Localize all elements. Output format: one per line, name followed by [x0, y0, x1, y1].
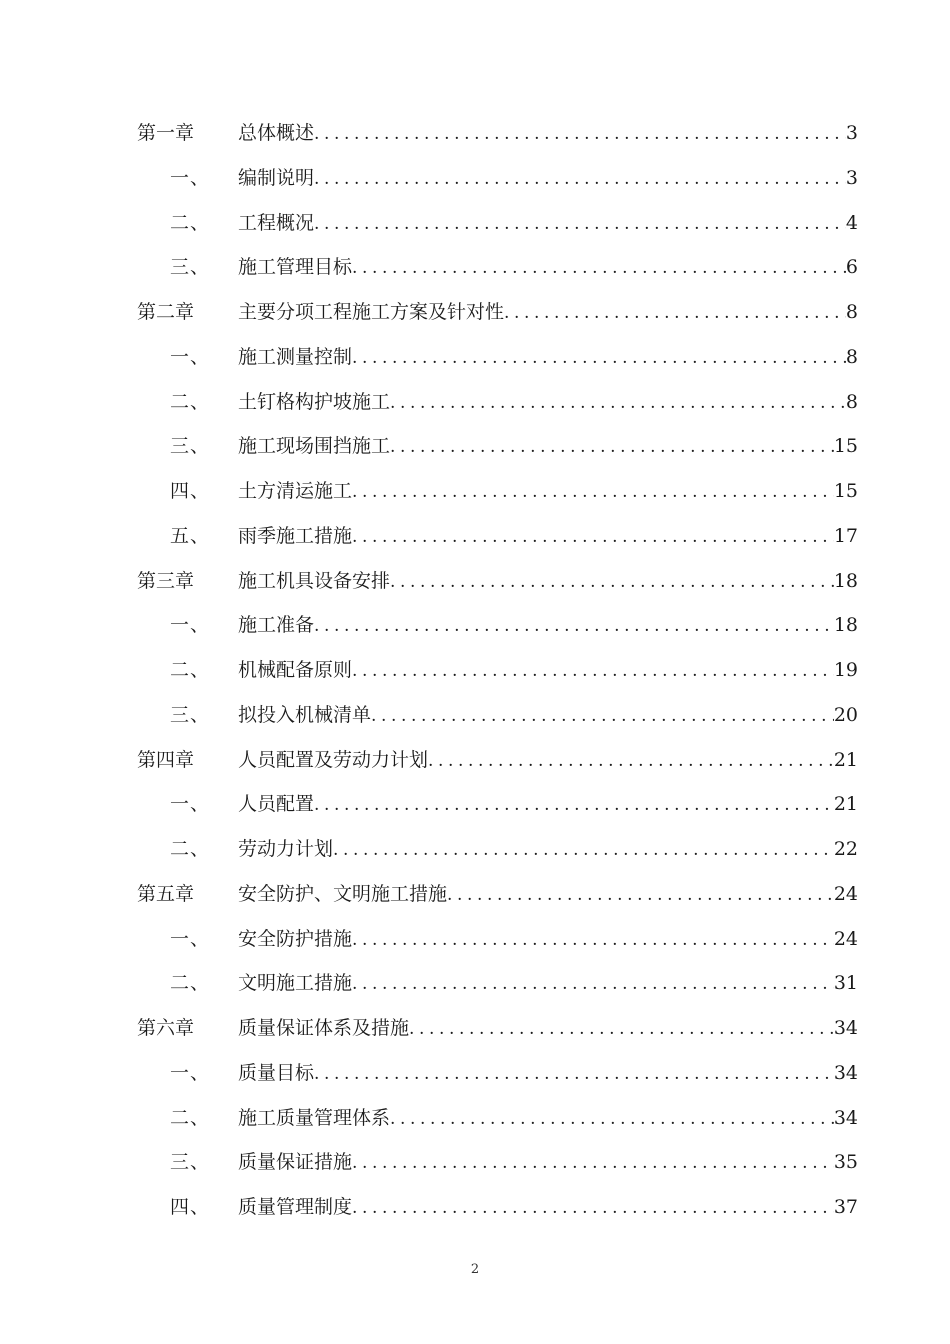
page-number: 2	[470, 1262, 480, 1277]
toc-entry-number: 一、	[170, 927, 211, 950]
toc-entry-number: 三、	[170, 435, 211, 458]
toc-section-entry[interactable]	[0, 961, 950, 1006]
toc-dot-leader	[428, 739, 834, 783]
toc-entry-number: 一、	[170, 345, 211, 368]
toc-entry-title: 质量保证措施	[238, 1151, 353, 1174]
toc-entry-page: 4	[845, 211, 858, 234]
toc-entry-number: 第一章	[137, 122, 195, 144]
toc-dot-leader	[314, 202, 846, 246]
toc-entry-line	[238, 559, 858, 604]
toc-entry-page: 22	[833, 838, 858, 860]
toc-entry-line	[238, 469, 858, 514]
toc-entry-title: 施工现场围挡施工	[238, 435, 391, 458]
toc-section-entry[interactable]	[0, 1140, 950, 1185]
toc-entry-title: 主要分项工程施工方案及针对性	[238, 301, 505, 323]
toc-entry-page: 34	[833, 1017, 858, 1039]
toc-entry-number: 一、	[170, 793, 211, 816]
toc-section-entry[interactable]	[0, 782, 950, 827]
toc-entry-page: 3	[845, 166, 858, 189]
toc-entry-number: 第五章	[137, 882, 195, 905]
toc-section-entry[interactable]	[0, 603, 950, 648]
toc-entry-line	[238, 827, 858, 872]
toc-section-entry[interactable]	[0, 1051, 950, 1096]
toc-entry-line	[238, 290, 858, 335]
toc-entry-page: 3	[845, 122, 858, 144]
toc-entry-number: 三、	[170, 256, 211, 279]
toc-dot-leader	[314, 604, 834, 648]
toc-section-entry[interactable]	[0, 1096, 950, 1141]
toc-dot-leader	[314, 112, 846, 156]
toc-section-entry[interactable]	[0, 648, 950, 693]
toc-entry-number: 二、	[170, 659, 211, 681]
toc-entry-page: 34	[833, 1106, 858, 1129]
toc-entry-title: 雨季施工措施	[238, 524, 353, 547]
toc-section-entry[interactable]	[0, 245, 950, 290]
toc-chapter-entry[interactable]	[0, 738, 950, 783]
toc-entry-page: 34	[833, 1061, 858, 1084]
toc-dot-leader	[314, 783, 834, 827]
toc-entry-number: 四、	[170, 480, 211, 502]
table-of-contents	[0, 111, 950, 1230]
toc-dot-leader	[352, 336, 846, 380]
toc-dot-leader	[314, 157, 846, 201]
toc-dot-leader	[409, 1007, 834, 1051]
toc-chapter-entry[interactable]	[0, 1006, 950, 1051]
toc-entry-title: 安全防护、文明施工措施	[238, 882, 448, 905]
toc-entry-title: 施工质量管理体系	[238, 1106, 391, 1129]
toc-section-entry[interactable]	[0, 469, 950, 514]
toc-entry-title: 安全防护措施	[238, 927, 353, 950]
toc-entry-title: 土方清运施工	[238, 480, 353, 502]
toc-dot-leader	[390, 381, 846, 425]
toc-entry-line	[238, 514, 858, 559]
toc-entry-title: 人员配置	[238, 793, 315, 816]
toc-entry-page: 15	[833, 480, 858, 502]
toc-section-entry[interactable]	[0, 917, 950, 962]
toc-entry-page: 15	[833, 435, 858, 458]
toc-entry-title: 劳动力计划	[238, 838, 334, 860]
toc-dot-leader	[447, 873, 834, 917]
toc-dot-leader	[371, 694, 834, 738]
toc-entry-number: 三、	[170, 1151, 211, 1174]
toc-entry-number: 第三章	[137, 569, 195, 592]
toc-chapter-entry[interactable]	[0, 559, 950, 604]
toc-entry-title: 机械配备原则	[238, 659, 353, 681]
toc-entry-number: 二、	[170, 390, 211, 413]
toc-entry-title: 文明施工措施	[238, 972, 353, 995]
toc-entry-title: 施工机具设备安排	[238, 569, 391, 592]
toc-entry-line	[238, 156, 858, 201]
toc-dot-leader	[390, 425, 834, 469]
toc-section-entry[interactable]	[0, 156, 950, 201]
toc-entry-line	[238, 1051, 858, 1096]
toc-entry-number: 四、	[170, 1196, 211, 1218]
toc-entry-title: 质量目标	[238, 1061, 315, 1084]
toc-section-entry[interactable]	[0, 827, 950, 872]
toc-chapter-entry[interactable]	[0, 290, 950, 335]
toc-entry-line	[238, 201, 858, 246]
toc-entry-page: 8	[845, 390, 858, 413]
toc-entry-page: 18	[833, 569, 858, 592]
toc-section-entry[interactable]	[0, 424, 950, 469]
toc-dot-leader	[333, 828, 834, 872]
toc-entry-line	[238, 693, 858, 738]
toc-entry-number: 二、	[170, 1106, 211, 1129]
toc-entry-title: 质量保证体系及措施	[238, 1017, 410, 1039]
toc-entry-page: 24	[833, 882, 858, 905]
toc-entry-page: 21	[833, 793, 858, 816]
toc-entry-title: 拟投入机械清单	[238, 703, 372, 726]
toc-dot-leader	[352, 918, 834, 962]
toc-entry-page: 18	[833, 614, 858, 637]
toc-section-entry[interactable]	[0, 1185, 950, 1230]
toc-entry-number: 第四章	[137, 748, 195, 771]
toc-entry-page: 37	[833, 1196, 858, 1218]
toc-section-entry[interactable]	[0, 335, 950, 380]
toc-entry-number: 三、	[170, 703, 211, 726]
toc-entry-line	[238, 380, 858, 425]
toc-entry-page: 35	[833, 1151, 858, 1174]
toc-entry-line	[238, 424, 858, 469]
toc-dot-leader	[504, 291, 846, 335]
toc-entry-title: 质量管理制度	[238, 1196, 353, 1218]
toc-entry-title: 工程概况	[238, 211, 315, 234]
toc-entry-number: 一、	[170, 1061, 211, 1084]
toc-entry-line	[238, 648, 858, 693]
toc-dot-leader	[352, 1186, 834, 1230]
toc-entry-line	[238, 1185, 858, 1230]
toc-entry-number: 第二章	[137, 301, 195, 323]
toc-entry-title: 编制说明	[238, 166, 315, 189]
toc-dot-leader	[352, 649, 834, 693]
toc-dot-leader	[352, 1141, 834, 1185]
toc-entry-number: 一、	[170, 614, 211, 637]
toc-entry-line	[238, 335, 858, 380]
toc-entry-page: 8	[845, 301, 858, 323]
toc-entry-title: 土钉格构护坡施工	[238, 390, 391, 413]
toc-chapter-entry[interactable]	[0, 111, 950, 156]
toc-entry-line	[238, 603, 858, 648]
toc-entry-page: 31	[833, 972, 858, 995]
toc-entry-number: 二、	[170, 838, 211, 860]
toc-entry-line	[238, 245, 858, 290]
toc-entry-line	[238, 1096, 858, 1141]
toc-entry-page: 20	[833, 703, 858, 726]
toc-entry-title: 施工测量控制	[238, 345, 353, 368]
toc-entry-line	[238, 872, 858, 917]
toc-entry-line	[238, 782, 858, 827]
toc-entry-number: 二、	[170, 211, 211, 234]
toc-entry-page: 8	[845, 345, 858, 368]
toc-entry-line	[238, 1006, 858, 1051]
toc-entry-line	[238, 111, 858, 156]
toc-dot-leader	[352, 246, 846, 290]
toc-entry-title: 施工管理目标	[238, 256, 353, 279]
toc-entry-title: 人员配置及劳动力计划	[238, 748, 429, 771]
toc-entry-page: 19	[833, 659, 858, 681]
toc-dot-leader	[390, 1097, 834, 1141]
toc-entry-page: 21	[833, 748, 858, 771]
toc-entry-page: 17	[833, 524, 858, 547]
toc-entry-line	[238, 738, 858, 783]
toc-entry-number: 第六章	[137, 1017, 195, 1039]
toc-entry-line	[238, 917, 858, 962]
toc-section-entry[interactable]	[0, 380, 950, 425]
toc-entry-title: 施工准备	[238, 614, 315, 637]
toc-entry-number: 一、	[170, 166, 211, 189]
toc-section-entry[interactable]	[0, 693, 950, 738]
toc-dot-leader	[352, 962, 834, 1006]
toc-chapter-entry[interactable]	[0, 872, 950, 917]
toc-dot-leader	[352, 515, 834, 559]
toc-entry-page: 24	[833, 927, 858, 950]
toc-entry-number: 五、	[170, 524, 211, 547]
toc-entry-number: 二、	[170, 972, 211, 995]
toc-entry-line	[238, 961, 858, 1006]
toc-dot-leader	[314, 1052, 834, 1096]
toc-entry-title: 总体概述	[238, 122, 315, 144]
toc-entry-line	[238, 1140, 858, 1185]
toc-entry-page: 6	[845, 256, 858, 279]
toc-dot-leader	[352, 470, 834, 514]
toc-dot-leader	[390, 560, 834, 604]
toc-section-entry[interactable]	[0, 514, 950, 559]
toc-section-entry[interactable]	[0, 201, 950, 246]
